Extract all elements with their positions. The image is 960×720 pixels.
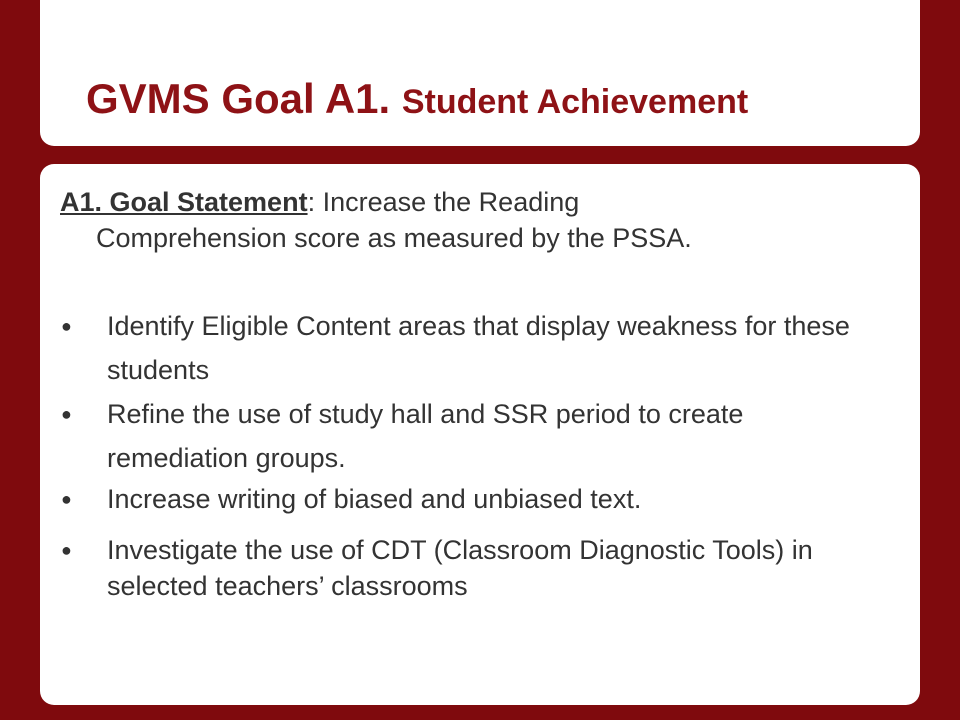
bullet-dot-icon: ● (61, 489, 72, 509)
goal-statement (60, 184, 880, 256)
bullet-text: Refine the use of study hall and SSR period to create remediation groups. (107, 399, 744, 473)
bullet-item (61, 304, 891, 392)
bullet-item (61, 532, 891, 604)
bullet-text: Identify Eligible Content areas that display weakness for these students (107, 311, 850, 385)
goal-colon: : (307, 187, 316, 217)
goal-text-line2: Comprehension score as measured by the PSSA. (96, 223, 692, 253)
goal-text-line1: Increase the Reading (315, 187, 580, 217)
bullet-text: Investigate the use of CDT (Classroom Diagnostic Tools) in selected teachers’ classrooms (107, 535, 813, 601)
bullet-dot-icon: ● (61, 316, 72, 336)
title-panel (40, 0, 920, 146)
title-subtitle: Student Achievement (401, 83, 749, 121)
content-panel (40, 164, 920, 705)
title-main: GVMS Goal A1. (86, 75, 402, 122)
bullet-dot-icon: ● (61, 540, 72, 560)
slide-title (86, 75, 749, 122)
bullet-dot-icon: ● (61, 404, 72, 424)
goal-label: A1. Goal Statement (60, 187, 308, 217)
bullet-text: Increase writing of biased and unbiased text. (107, 484, 642, 514)
bullet-item (61, 480, 891, 518)
bullet-item (61, 392, 891, 480)
